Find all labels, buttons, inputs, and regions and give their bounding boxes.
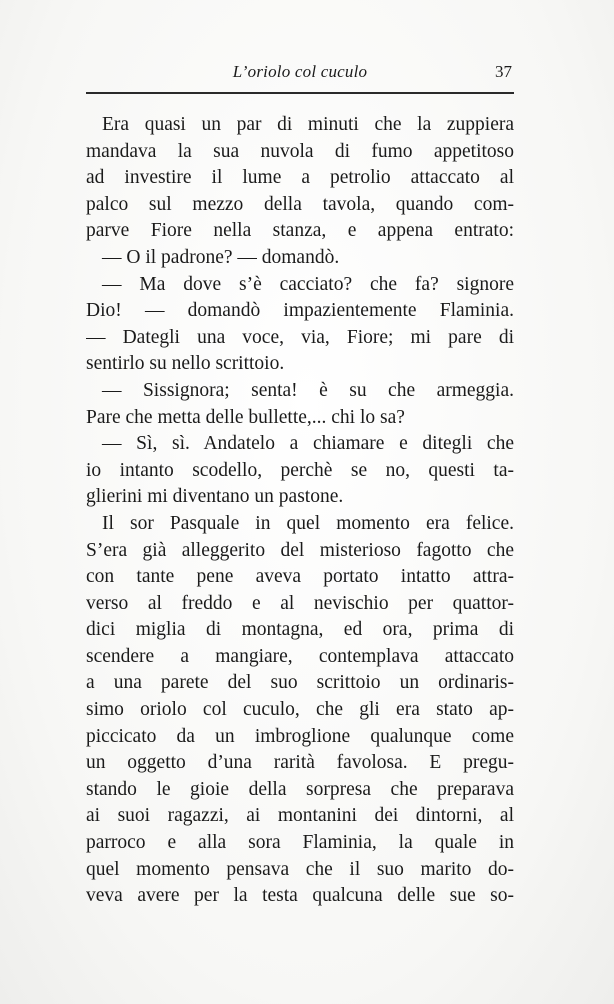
text-line: Era quasi un par di minuti che la zuppiera xyxy=(102,114,514,135)
text-line: un oggetto d’una rarità favolosa. E pregu- xyxy=(86,752,514,774)
text-line: con tante pene aveva portato intatto attra- xyxy=(86,566,514,588)
text-line: Dio! — domandò impazientemente Flaminia. xyxy=(86,300,514,322)
text-line: a una parete del suo scrittoio un ordinaris- xyxy=(86,672,514,694)
text-line: stando le gioie della sorpresa che preparava xyxy=(86,778,514,800)
text-line: simo oriolo col cuculo, che gli era stato ap- xyxy=(86,699,514,721)
text-line: veva avere per la testa qualcuna delle sue so- xyxy=(86,885,514,907)
text-line: — O il padrone? — domandò. xyxy=(102,246,340,268)
text-line: — Sì, sì. Andatelo a chiamare e ditegli che xyxy=(102,433,514,455)
text-line: — Sissignora; senta! è su che armeggia. xyxy=(102,379,514,401)
text-line: — Dategli una voce, via, Fiore; mi pare di xyxy=(86,326,514,348)
text-line: sentirlo su nello scrittoio. xyxy=(86,353,285,375)
text-line: Il sor Pasquale in quel momento era felice. xyxy=(102,512,514,534)
text-line: parroco e alla sora Flaminia, la quale in xyxy=(86,832,514,854)
header-rule xyxy=(86,92,514,94)
page-header xyxy=(86,58,514,88)
text-line: ai suoi ragazzi, ai montanini dei dintorni, al xyxy=(86,805,514,827)
running-title: L’oriolo col cuculo xyxy=(232,62,368,81)
text-line: mandava la sua nuvola di fumo appetitoso xyxy=(86,140,514,162)
text-line: verso al freddo e al nevischio per quattor- xyxy=(86,592,514,614)
text-line: scendere a mangiare, contemplava attaccato xyxy=(86,645,514,667)
text-line: — Ma dove s’è cacciato? che fa? signore xyxy=(102,273,514,295)
text-line: quel momento pensava che il suo marito do- xyxy=(86,858,514,880)
text-line: glierini mi diventano un pastone. xyxy=(86,486,344,508)
body-text xyxy=(86,112,514,910)
text-line: io intanto scodello, perchè se no, questi ta- xyxy=(86,459,514,481)
text-line: piccicato da un imbroglione qualunque come xyxy=(86,725,514,747)
text-line: palco sul mezzo della tavola, quando com- xyxy=(86,193,514,215)
text-line: dici miglia di montagna, ed ora, prima di xyxy=(86,619,514,641)
text-line: parve Fiore nella stanza, e appena entrato: xyxy=(86,220,514,242)
text-line: ad investire il lume a petrolio attaccato al xyxy=(86,167,514,189)
text-line: Pare che metta delle bullette,... chi lo sa? xyxy=(86,406,405,428)
text-line: S’era già alleggerito del misterioso fagotto che xyxy=(86,539,514,561)
page-number: 37 xyxy=(495,62,512,81)
